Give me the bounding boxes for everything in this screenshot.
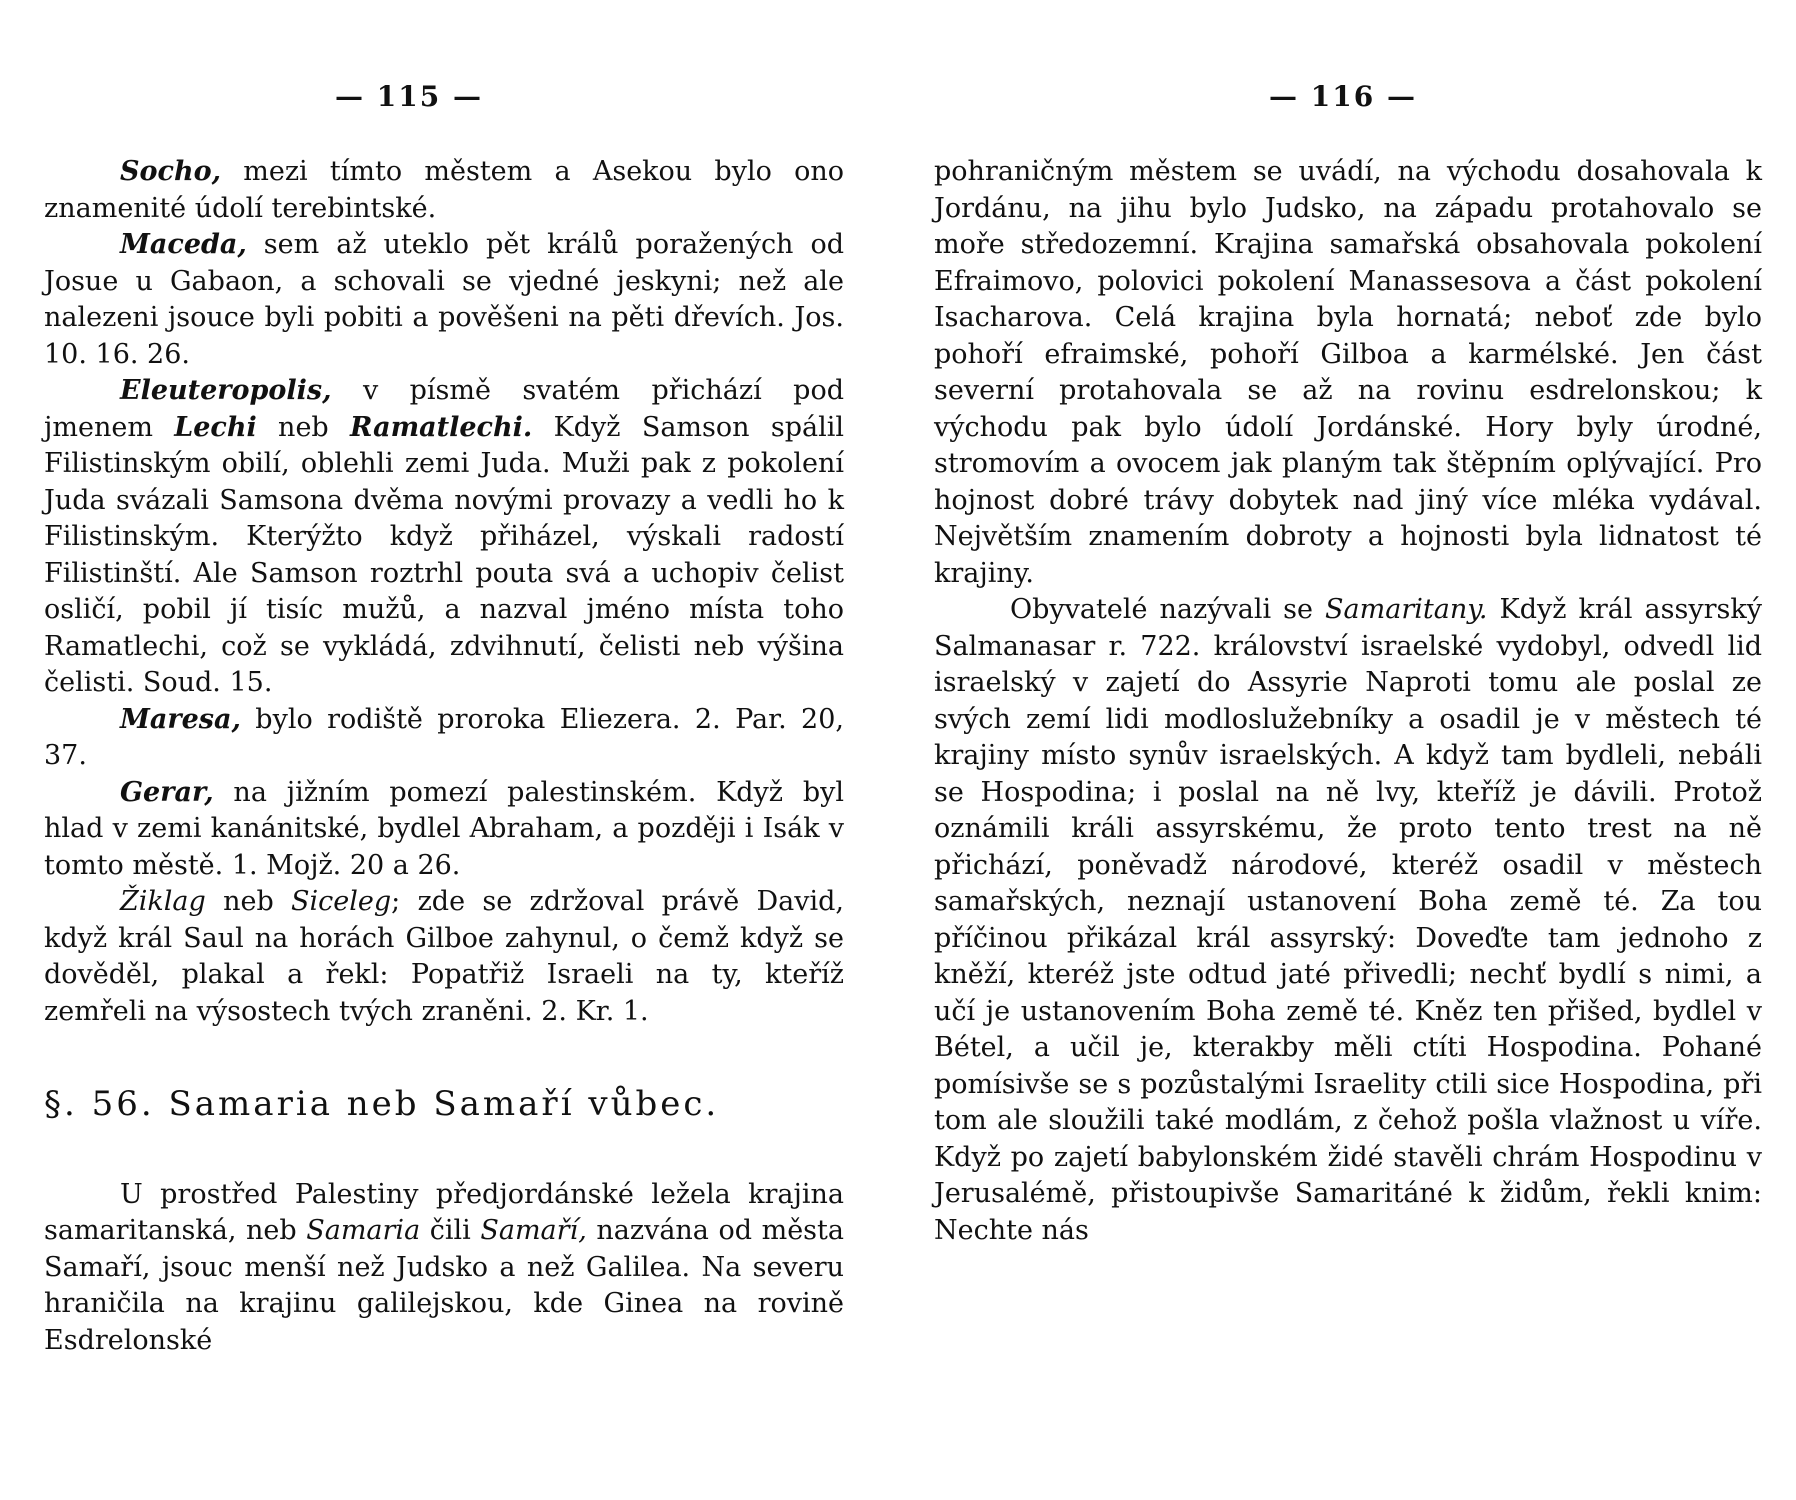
samaritans-paragraph — [934, 592, 1762, 1249]
right-text-column — [934, 154, 1762, 1249]
intro-alt-name: Samaří, — [480, 1215, 587, 1246]
entry-text: sem až uteklo pět králů poražených od Josue u Gabaon, a schovali se vjedné jeskyni; než ale nalezeni jsouce byli pobiti a pověšeni na pěti dřevích. Jos. 10. 16. 26. — [44, 229, 844, 370]
entry-text: bylo rodiště proroka Eliezera. 2. Par. 20, 37. — [44, 703, 844, 771]
section-intro — [44, 1177, 844, 1360]
entry-text: na jižním pomezí palestinském. Když byl hlad v zemi kanánitské, bydlel Abraham, a později i Isák v tomto městě. 1. Mojž. 20 a 26. — [44, 776, 844, 881]
entry-term: Eleuteropolis, — [120, 375, 332, 406]
entry-term: Žiklag — [120, 886, 206, 917]
left-text-column — [44, 154, 844, 1359]
entry-text: ; zde se zdržoval právě David, když král Saul na horách Gilboe zahynul, o čemž když se dověděl, plakal a řekl: Popatřiž Israeli na ty, kteříž zemřeli na výsostech tvých zraněni. 2. Kr. 1. — [44, 886, 844, 1027]
intro-text: čili — [420, 1215, 481, 1246]
section-heading: §. 56. Samaria neb Samaří vůbec. — [44, 1084, 720, 1124]
right-page — [898, 0, 1796, 1500]
continuation-paragraph: pohraničným městem se uvádí, na východu dosahovala k Jordánu, na jihu bylo Judsko, na západu protahovalo se moře středozemní. Krajina samařská obsahovala pokolení Efraimovo, polovici pokolení Manassesova a část pokolení Isacharova. Celá krajina byla hornatá; neboť zde bylo pohoří efraimské, pohoří Gilboa a karmélské. Jen část severní protahovala se až na rovinu esdrelonskou; k východu pak bylo údolí Jordánské. Hory byly úrodné, stromovím a ovocem jak planým tak štěpním oplývající. Pro hojnost dobré trávy dobytek nad jiný více mléka vydával. Největším znamením dobroty a hojnosti byla lidnatost té krajiny. — [934, 156, 1762, 589]
intro-alt-name: Samaria — [306, 1215, 421, 1246]
page-number-right: — 116 — — [1269, 80, 1417, 113]
entry-term: Maceda, — [120, 229, 247, 260]
entry-eleuteropolis — [44, 373, 844, 702]
entry-term: Gerar, — [120, 776, 214, 808]
para-text: Když král assyrský Salmanasar r. 722. království israelské vydobyl, odvedl lid israelský v zajetí do Assyrie Naproti tomu ale poslal ze svých zemí lidi modloslužebníky a osadil je v městech té krajiny místo synův israelských. A když tam bydleli, nebáli se Hospodina; i poslal na ně lvy, kteříž je dávili. Protož oznámili králi assyrskému, že proto tento trest na ně přichází, poněvadž národové, kteréž osadil v městech samařských, neznají ustanovení Boha země té. Za tou příčinou přikázal král assyrský: Doveďte tam jednoho z kněží, kteréž jste odtud jaté přivedli; nechť bydlí s nimi, a učí je ustanovením Boha země té. Kněz ten přišed, bydlel v Bétel, a učil je, kterakby měli ctíti Hospodina. Pohané pomísivše se s pozůstalými Israelity ctili sice Hospodina, při tom ale sloužili také modlám, z čehož pošla vlažnost u víře. Když po zajetí babylonském židé stavěli chrám Hospodinu v Jerusalémě, přistoupivše Samaritáné k židům, řekli knim: Nechte nás — [934, 594, 1762, 1246]
intro-text: U prostřed Palestiny předjordánské ležela krajina samaritanská, neb — [44, 1178, 844, 1246]
intro-text: nazvána od města Samaří, jsouc menší než Judsko a než Galilea. Na severu hraničila na krajinu galilejskou, kde Ginea na rovině Esdrelonské — [44, 1215, 844, 1356]
page-number-left: — 115 — — [335, 80, 483, 113]
entry-term: Socho, — [120, 156, 221, 187]
para-text: Obyvatelé nazývali se — [1010, 594, 1326, 625]
entry-text: neb — [205, 886, 292, 917]
entry-alt-name: Ramatlechi. — [350, 411, 533, 443]
para-term: Samaritany. — [1325, 594, 1488, 625]
entry-text: mezi tímto městem a Asekou bylo ono znamenité údolí terebintské. — [44, 156, 844, 224]
entry-socho — [44, 154, 844, 227]
entry-text: neb — [256, 411, 351, 443]
entry-term: Maresa, — [120, 703, 241, 735]
entry-alt-name: Lechi — [174, 411, 257, 443]
entry-text: Když Samson spálil Filistinským obilí, oblehli zemi Juda. Muži pak z pokolení Juda svázali Samsona dvěma novými provazy a vedli ho k Filistinským. Kterýžto když přiházel, výskali radostí Filistinští. Ale Samson roztrhl pouta svá a uchopiv čelist osličí, pobil jí tisíc mužů, a nazval jméno místa toho Ramatlechi, což se vykládá, zdvihnutí, čelisti neb výšina čelisti. Soud. 15. — [44, 411, 844, 698]
entry-alt-name: Siceleg — [291, 886, 392, 917]
entry-ziklag — [44, 884, 844, 1030]
entry-text: v písmě svatém přichází pod jmenem — [44, 375, 844, 443]
entry-gerar — [44, 775, 844, 885]
entry-maresa — [44, 702, 844, 775]
entry-maceda — [44, 227, 844, 373]
